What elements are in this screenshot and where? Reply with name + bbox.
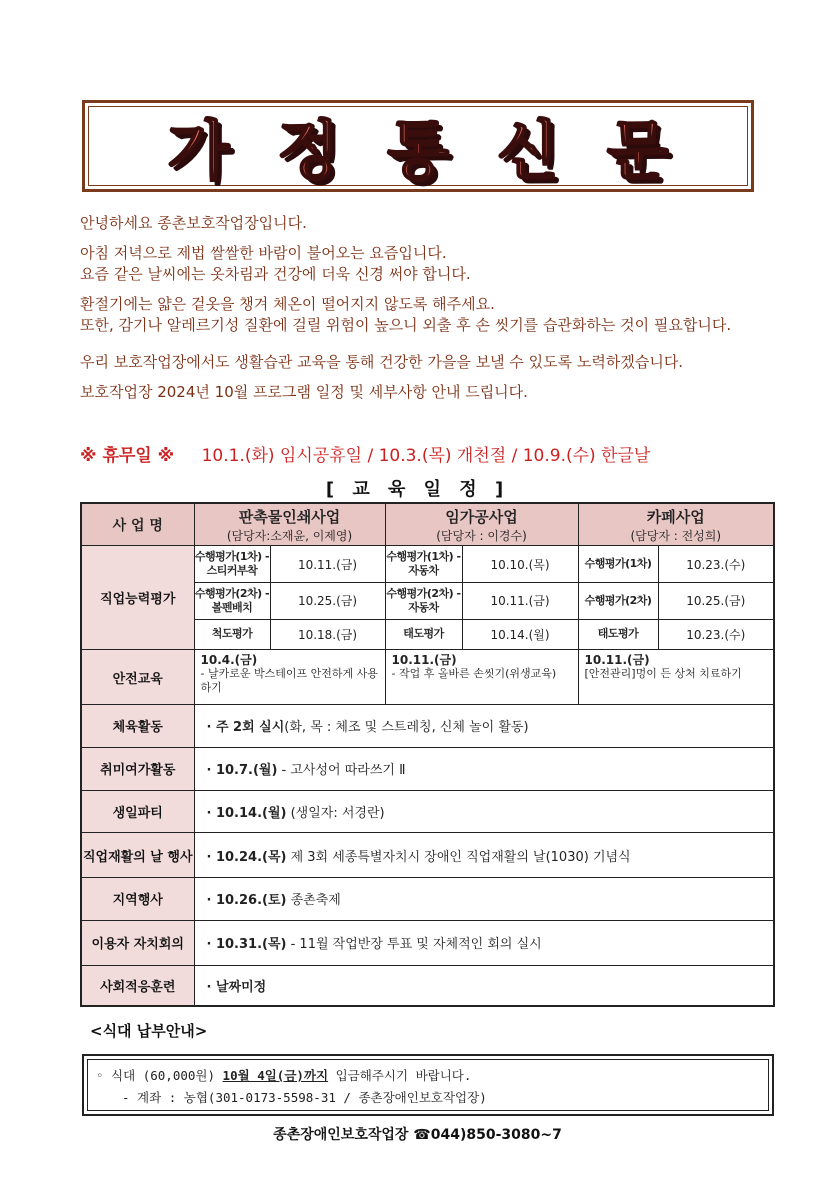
table-row: [81, 920, 774, 965]
category-cell: 지역행사: [81, 878, 194, 921]
meal-deadline: 10월 4일(금)까지: [222, 1068, 329, 1083]
activity-date: · 10.14.(월): [206, 805, 287, 821]
meal-line1-pre: ◦ 식대 (60,000원): [96, 1068, 223, 1083]
table-row: [81, 650, 774, 705]
eval-label: 수행평가(2차) - 볼펜배치: [194, 582, 270, 619]
header-cafe-name: 카페사업: [646, 507, 705, 526]
safety-text: - 작업 후 올바른 손씻기(위생교육): [391, 667, 557, 681]
footer-contact: 종촌장애인보호작업장 ☎044)850-3080~7: [273, 1127, 562, 1143]
title-frame: [82, 100, 754, 192]
activity-text: - 11월 작업반장 투표 및 자체적인 회의 실시: [286, 937, 542, 953]
safety-text: [안전관리]멍이 든 상처 치료하기: [584, 667, 742, 681]
activity-text: - 고사성어 따라쓰기 Ⅱ: [277, 763, 406, 779]
activity-cell: [194, 965, 774, 1006]
eval-date: 10.25.(금): [658, 582, 774, 619]
header-print-manager: (담당자:소재윤, 이제영): [226, 528, 353, 543]
table-row: [81, 747, 774, 790]
intro-line: 환절기에는 얇은 겉옷을 챙겨 체온이 떨어지지 않도록 해주세요.: [80, 295, 495, 313]
meal-notice-inner: [87, 1059, 769, 1111]
schedule-table: [80, 502, 775, 1007]
category-safety: 안전교육: [81, 650, 194, 705]
meal-notice-box: [82, 1054, 774, 1116]
schedule-title: [ 교 육 일 정 ]: [325, 479, 510, 500]
intro-line: 또한, 감기나 알레르기성 질환에 걸릴 위험이 높으니 외출 후 손 씻기를 습관화하는 것이 필요합니다.: [80, 316, 732, 334]
meal-account: - 계좌 : 농협(301-0173-5598-31 / 종촌장애인보호작업장): [122, 1090, 487, 1105]
holiday-label: ※ 휴무일 ※: [80, 446, 175, 466]
eval-label: 수행평가(1차): [578, 546, 658, 583]
table-row: [81, 790, 774, 833]
intro-text: [80, 213, 780, 403]
intro-line: 안녕하세요 종촌보호작업장입니다.: [80, 214, 307, 232]
activity-date: · 10.24.(목): [206, 849, 287, 865]
header-cafe-manager: (담당자 : 전성희): [630, 528, 722, 543]
eval-date: 10.23.(수): [658, 546, 774, 583]
page-title: 가정통신문: [167, 115, 717, 189]
eval-date: 10.11.(금): [462, 582, 578, 619]
table-header-row: [81, 503, 774, 546]
category-cell: 이용자 자치회의: [81, 920, 194, 965]
activity-cell: [194, 833, 774, 878]
table-row: [81, 546, 774, 583]
eval-date: 10.11.(금): [270, 546, 385, 583]
eval-label: 수행평가(1차) -스티커부착: [194, 546, 270, 583]
header-print: [194, 503, 385, 546]
eval-label: 척도평가: [194, 619, 270, 650]
activity-date: · 10.26.(토): [206, 893, 287, 909]
header-print-name: 판촉물인쇄사업: [238, 507, 341, 526]
safety-date: 10.4.(금): [200, 653, 258, 668]
table-row: [81, 965, 774, 1006]
category-cell: 사회적응훈련: [81, 965, 194, 1006]
eval-label: 수행평가(2차) - 자동차: [385, 582, 462, 619]
activity-date: · 10.7.(월): [206, 763, 278, 779]
intro-line: 우리 보호작업장에서도 생활습관 교육을 통해 건강한 가을을 보낼 수 있도록 노력하겠습니다.: [80, 353, 684, 371]
intro-line: 아침 저녁으로 제법 쌀쌀한 바람이 불어오는 요즘입니다.: [80, 244, 447, 262]
eval-label: 수행평가(1차) - 자동차: [385, 546, 462, 583]
activity-cell: [194, 790, 774, 833]
safety-date: 10.11.(금): [391, 653, 457, 668]
category-cell: 직업재활의 날 행사: [81, 833, 194, 878]
table-row: [81, 705, 774, 748]
activity-cell: [194, 705, 774, 748]
activity-date: · 날짜미정: [206, 979, 267, 995]
safety-text: - 날카로운 박스테이프 안전하게 사용하기: [200, 667, 378, 695]
category-cell: 생일파티: [81, 790, 194, 833]
header-assembly-name: 임가공사업: [445, 507, 518, 526]
activity-text: (화, 목 : 체조 및 스트레칭, 신체 놀이 활동): [284, 720, 529, 736]
header-category: 사 업 명: [81, 503, 194, 546]
activity-date: · 주 2회 실시: [206, 720, 285, 736]
eval-label: 태도평가: [578, 619, 658, 650]
eval-date: 10.18.(금): [270, 619, 385, 650]
eval-label: 태도평가: [385, 619, 462, 650]
holiday-notice: [80, 441, 650, 466]
meal-title: <식대 납부안내>: [90, 1022, 208, 1040]
header-cafe: [578, 503, 774, 546]
safety-date: 10.11.(금): [584, 653, 650, 668]
header-assembly: [385, 503, 578, 546]
intro-line: 요즘 같은 날씨에는 옷차림과 건강에 더욱 신경 써야 합니다.: [80, 265, 471, 283]
eval-label: 수행평가(2차): [578, 582, 658, 619]
eval-date: 10.14.(월): [462, 619, 578, 650]
activity-cell: [194, 920, 774, 965]
safety-cell: [578, 650, 774, 705]
activity-text: 종촌축제: [286, 893, 341, 909]
holiday-dates: 10.1.(화) 임시공휴일 / 10.3.(목) 개천절 / 10.9.(수) 한글날: [201, 446, 651, 466]
activity-text: 제 3회 세종특별자치시 장애인 직업재활의 날(1030) 기념식: [286, 849, 631, 865]
category-cell: 체육활동: [81, 705, 194, 748]
eval-date: 10.10.(목): [462, 546, 578, 583]
table-row: [81, 833, 774, 878]
category-cell: 취미여가활동: [81, 747, 194, 790]
table-row: [81, 878, 774, 921]
meal-line1-post: 입금해주시기 바랍니다.: [328, 1068, 472, 1083]
intro-line: 보호작업장 2024년 10월 프로그램 일정 및 세부사항 안내 드립니다.: [80, 383, 528, 401]
activity-cell: [194, 747, 774, 790]
eval-date: 10.25.(금): [270, 582, 385, 619]
safety-cell: [385, 650, 578, 705]
title-inner-border: [88, 106, 748, 189]
activity-cell: [194, 878, 774, 921]
safety-cell: [194, 650, 385, 705]
activity-date: · 10.31.(목): [206, 937, 287, 953]
eval-date: 10.23.(수): [658, 619, 774, 650]
header-assembly-manager: (담당자 : 이경수): [436, 528, 527, 543]
category-job-eval: 직업능력평가: [81, 546, 194, 650]
activity-text: (생일자: 서경란): [286, 805, 385, 821]
